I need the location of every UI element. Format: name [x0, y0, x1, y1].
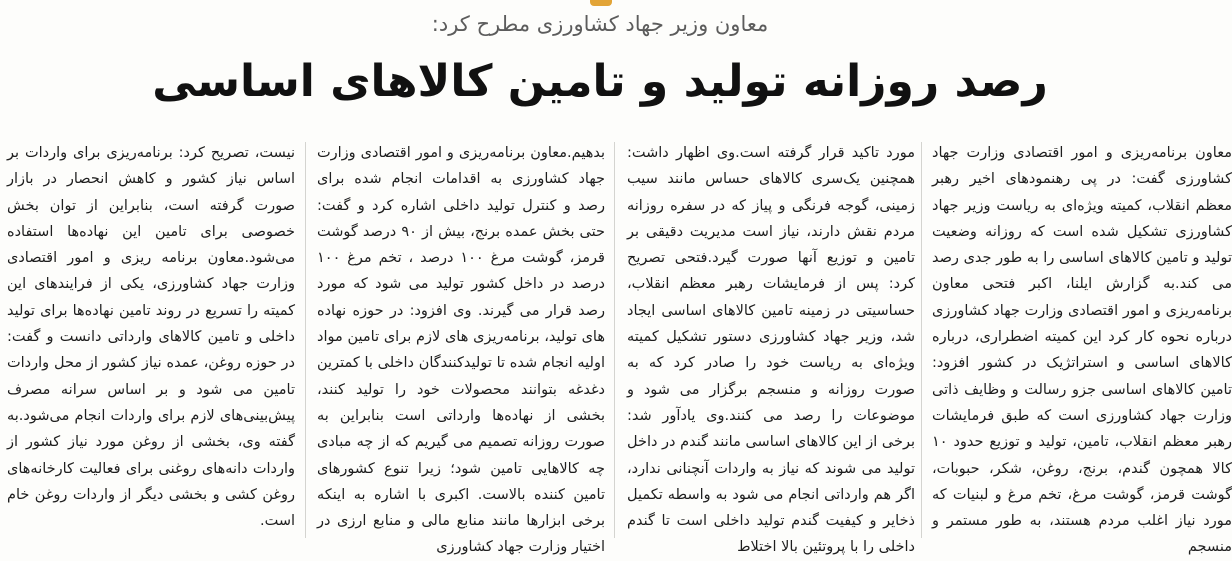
article-headline: رصد روزانه تولید و تامین کالاهای اساسی: [152, 56, 1048, 107]
column-divider: [921, 142, 922, 538]
article-column-4: [7, 140, 295, 540]
article-kicker: معاون وزیر جهاد کشاورزی مطرح کرد:: [431, 12, 769, 36]
column-text: مورد تاکید قرار گرفته است.وی اظهار داشت: همچنین یک‌سری کالاهای حساس مانند سیب زمینی، گوجه فرنگی و پیاز که در سفره روزانه مردم نقش دارند، نیاز است مدیریت دقیقی بر تامین و توزیع آنها صورت گیرد.فتحی تصریح کرد: پس از فرمایشات رهبر معظم انقلاب، حساسیتی در زمینه تامین کالاهای اساسی ایجاد شد، وزیر جهاد کشاورزی دستور تشکیل کمیته ویژه‌ای به ریاست خود را صادر کرد که به صورت روزانه و منسجم برگزار می شود و موضوعات را رصد می کنند.وی یادآور شد: برخی از این کالاهای اساسی مانند گندم در داخل تولید می شوند که نیاز به واردات آنچنانی ندارد، اگر هم وارداتی انجام می شود به واسطه تکمیل ذخایر و کیفیت گندم تولید داخلی است تا گندم داخلی را با پروتئین بالا اختلاط: [627, 145, 915, 556]
column-text: بدهیم.معاون برنامه‌ریزی و امور اقتصادی وزارت جهاد کشاورزی به اقدامات انجام شده برای رصد و کنترل تولید داخلی اشاره کرد و گفت: حتی بخش عمده برنج، بیش از ۹۰ درصد گوشت قرمز، گوشت مرغ ۱۰۰ درصد ، تخم مرغ ۱۰۰ درصد در داخل کشور تولید می شود که مورد رصد قرار می گیرند. وی افزود: در حوزه نهاده های تولید، برنامه‌ریزی های لازم برای تامین مواد اولیه انجام شده تا تولیدکنندگان داخلی با کمترین دغدغه بتوانند محصولات خود را تولید کنند، بخشی از نهاده‌ها وارداتی است بنابراین به صورت روزانه تصمیم می گیریم که از چه مبادی چه کالاهایی تامین شود؛ زیرا تنوع کشورهای تامین کننده بالاست. اکبری با اشاره به اینکه برخی ابزارها مانند منابع مالی و منابع ارزی در اختیار وزارت جهاد کشاورزی: [317, 145, 605, 556]
article-column-3: [317, 140, 605, 556]
column-divider: [305, 142, 306, 538]
article-column-2: [627, 140, 915, 556]
article-column-1: [932, 140, 1232, 556]
column-text: معاون برنامه‌ریزی و امور اقتصادی وزارت جهاد کشاورزی گفت: در پی رهنمودهای اخیر رهبر معظم انقلاب، کمیته ویژه‌ای به ریاست وزیر جهاد کشاورزی تشکیل شده است که روزانه وضعیت تولید و تامین کالاهای اساسی را به طور جدی رصد می کند.به گزارش ایلنا، اکبر فتحی معاون برنامه‌ریزی و امور اقتصادی وزارت جهاد کشاورزی درباره نحوه کار کرد این کمیته اضطراری، درباره کالاهای اساسی و استراتژیک در کشور افزود: تامین کالاهای اساسی جزو رسالت و وظایف ذاتی وزارت جهاد کشاورزی است که طبق فرمایشات رهبر معظم انقلاب، تامین، تولید و توزیع حدود ۱۰ کالا همچون گندم، برنج، روغن، شکر، حبوبات، گوشت قرمز، گوشت مرغ، تخم مرغ و لبنیات که مورد نیاز اغلب مردم هستند، به طور مستمر و منسجم: [932, 145, 1232, 556]
column-divider: [614, 142, 615, 538]
column-text: نیست، تصریح کرد: برنامه‌ریزی برای واردات بر اساس نیاز کشور و کاهش انحصار در بازار صورت گرفته است، بنابراین از توان بخش خصوصی برای تامین این نهاده‌ها استفاده می‌شود.معاون برنامه ریزی و امور اقتصادی وزارت جهاد کشاورزی، یکی از فرایندهای این کمیته را تسریع در روند تامین نهاده‌ها برای تولید داخلی و تامین کالاهای وارداتی دانست و گفت: در حوزه روغن، عمده نیاز کشور از محل واردات تامین می شود و بر اساس سرانه مصرف پیش‌بینی‌های لازم برای واردات انجام می‌شود.به گفته وی، بخشی از روغن مورد نیاز کشور از واردات دانه‌های روغنی برای فعالیت کارخانه‌های روغن کشی و بخشی دیگر از واردات روغن خام است.: [7, 145, 295, 530]
top-accent-mark: [590, 0, 612, 6]
